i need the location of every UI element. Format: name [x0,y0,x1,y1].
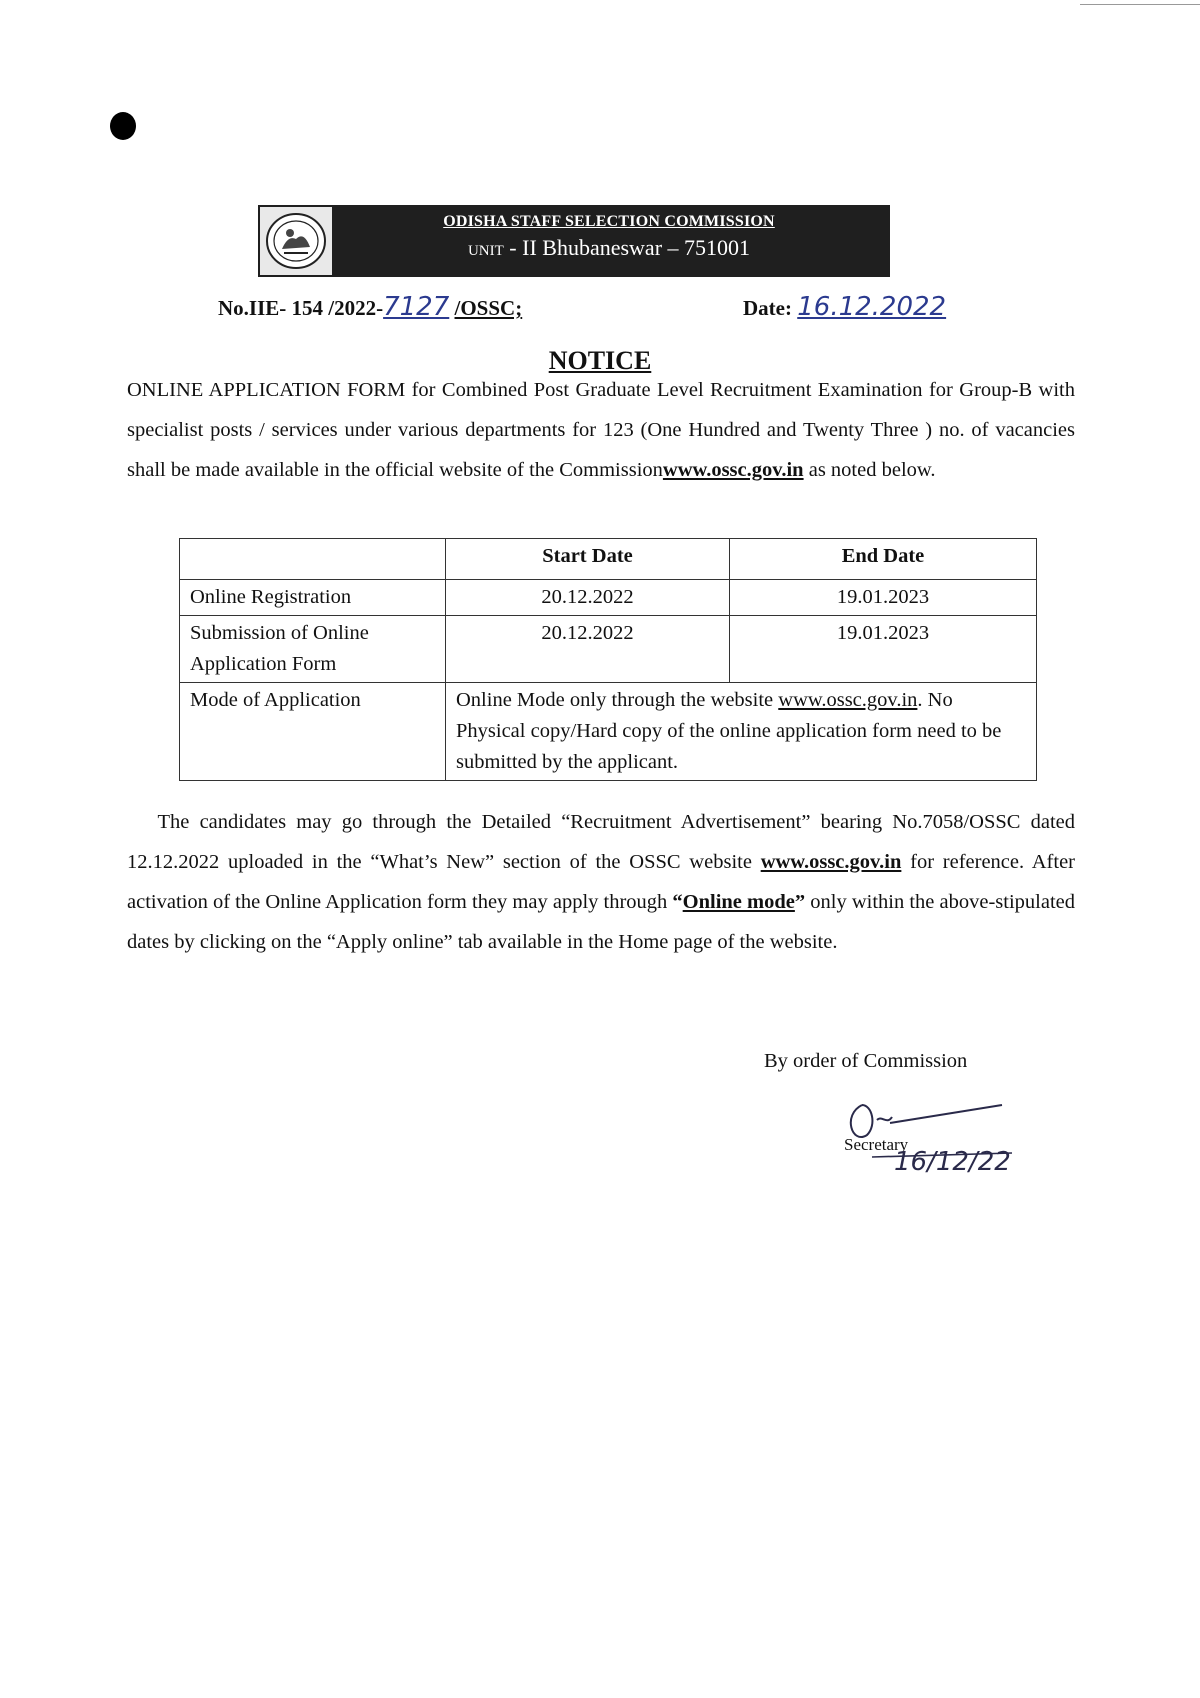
row-label: Online Registration [180,580,446,616]
row-end-date: 19.01.2023 [730,580,1037,616]
intro-text: ONLINE APPLICATION FORM for Combined Post Graduate Level Recruitment Examination for Group-B with specialist posts / services under various departments for 123 (One Hundred and Twenty Three ) no. of vacancies shall be made available in the official website of the Commission [127,379,1075,481]
notice-title: NOTICE [548,346,652,375]
mode-text [446,683,1037,781]
online-mode-emphasis [672,891,805,913]
table-row-mode [180,683,1037,781]
signature-date: 16/12/22 [894,1147,1011,1177]
intro-tail: as noted below. [803,459,936,481]
quote-open: “ [672,891,683,913]
reference-line [218,288,1018,328]
reference-date [743,292,946,322]
row-start-date: 20.12.2022 [446,580,730,616]
header-banner [258,205,890,277]
table-header-start: Start Date [446,539,730,580]
unit-location: - II Bhubaneswar – 751001 [509,235,751,260]
instructions-text-1: The candidates may go through the Detailed “Recruitment Advertisement” bearing No.7058/OSSC dated 12.12.2022 uploaded in the “What’s New” section of the OSSC website [127,811,1075,873]
reference-prefix: No.IIE- 154 /2022- [218,296,384,320]
signature-block [822,1095,1062,1195]
unit-address [338,235,880,261]
row-label: Submission of Online Application Form [180,616,446,683]
table-header-end: End Date [730,539,1037,580]
designation: Secretary [844,1135,909,1154]
scan-edge-line [1080,4,1200,5]
table-row [180,580,1037,616]
mode-website-link[interactable]: www.ossc.gov.in [778,689,918,711]
unit-prefix: UNIT [467,243,504,259]
mode-label: Mode of Application [180,683,446,781]
org-name: ODISHA STAFF SELECTION COMMISSION [443,213,775,230]
reference-suffix: /OSSC; [454,296,523,320]
online-mode-word: Online mode [682,891,795,913]
date-label: Date: [743,296,792,320]
row-start-date: 20.12.2022 [446,616,730,683]
mode-text-suffix: . No Physical copy/Hard copy of the online application form need to be submitted by the applicant. [456,689,1002,773]
reference-handwritten-number: 7127 [383,292,450,322]
date-handwritten: 16.12.2022 [797,292,947,322]
row-end-date: 19.01.2023 [730,616,1037,683]
instructions-text-3: only within the above-stipulated dates by clicking on the “Apply online” tab available in the Home page of the website. [127,891,1075,953]
intro-website-link[interactable]: www.ossc.gov.in [662,459,804,481]
table-header-blank [180,539,446,580]
mode-text-prefix: Online Mode only through the website [456,689,779,711]
instructions-text-2: for reference. After activation of the Online Application form they may apply through [127,851,1075,913]
table-row [180,616,1037,683]
table-header-row [180,539,1037,580]
instructions-website-link[interactable]: www.ossc.gov.in [760,851,902,873]
instructions-paragraph [127,802,1075,962]
schedule-table [179,538,1037,781]
quote-close: ” [794,891,806,913]
intro-paragraph [127,370,1075,490]
emblem-icon [258,205,334,277]
by-order-text: By order of Commission [764,1050,968,1072]
reference-number [218,292,522,322]
scan-punch-hole [110,112,136,140]
